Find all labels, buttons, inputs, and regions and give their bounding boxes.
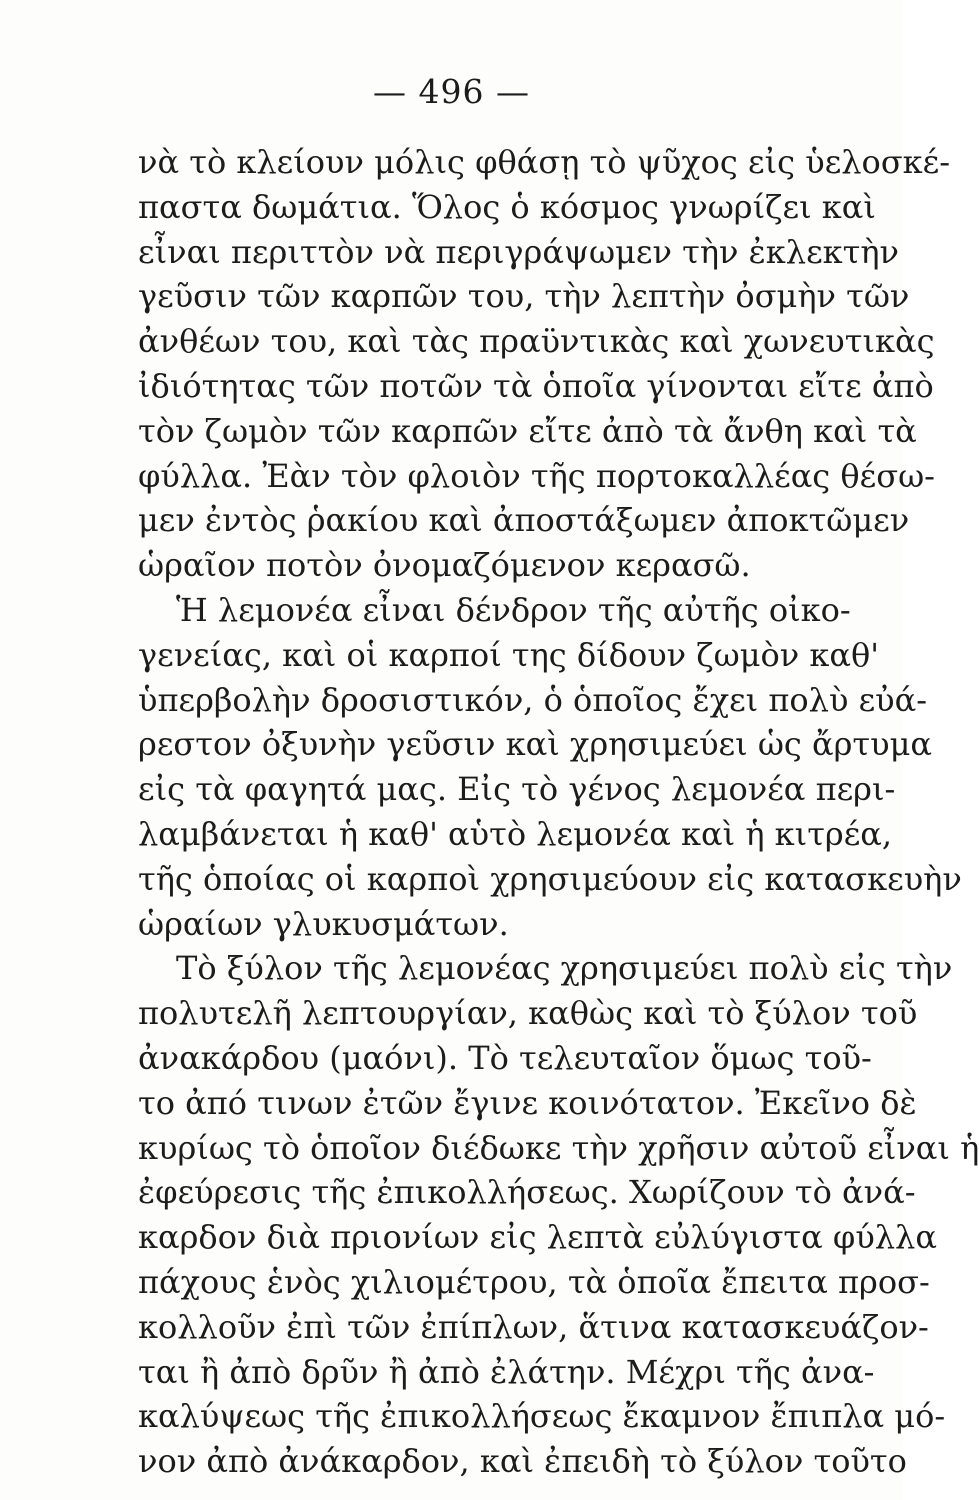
- text-line: ται ἢ ἀπὸ δρῦν ἢ ἀπὸ ἐλάτην. Μέχρι τῆς ἀνα-: [138, 1352, 875, 1391]
- text-line: ὑπερβολὴν δροσιστικόν, ὁ ὁποῖος ἔχει πολὺ εὐά-: [138, 680, 928, 719]
- text-line: ἰδιότητας τῶν ποτῶν τὰ ὁποῖα γίνονται εἴτε ἀπὸ: [138, 366, 934, 405]
- text-line: εἰς τὰ φαγητά μας. Εἰς τὸ γένος λεμονέα περι-: [138, 770, 896, 809]
- text-line: τῆς ὁποίας οἱ καρποὶ χρησιμεύουν εἰς κατασκευὴν: [138, 859, 962, 898]
- text-line: το ἀπό τινων ἐτῶν ἔγινε κοινότατον. Ἐκεῖνο δὲ: [138, 1083, 917, 1122]
- text-line: μεν ἐντὸς ῥακίου καὶ ἀποστάξωμεν ἀποκτῶμεν: [138, 501, 910, 540]
- text-line: πολυτελῆ λεπτουργίαν, καθὼς καὶ τὸ ξύλον τοῦ: [138, 994, 918, 1033]
- text-line: νον ἀπὸ ἀνάκαρδον, καὶ ἐπειδὴ τὸ ξύλον τοῦτο: [138, 1442, 907, 1481]
- text-line: ἐφεύρεσις τῆς ἐπικολλήσεως. Χωρίζουν τὸ ἀνά-: [138, 1173, 916, 1212]
- text-line: ἀνθέων του, καὶ τὰς πραϋντικὰς καὶ χωνευτικὰς: [138, 322, 935, 361]
- text-line: λαμβάνεται ἡ καθ' αὑτὸ λεμονέα καὶ ἡ κιτρέα,: [138, 814, 893, 853]
- text-line: φύλλα. Ἐὰν τὸν φλοιὸν τῆς πορτοκαλλέας θέσω-: [138, 456, 935, 495]
- paragraph-start-line: Τὸ ξύλον τῆς λεμονέας χρησιμεύει πολὺ εἰς τὴν: [176, 949, 953, 988]
- text-line: εἶναι περιττὸν νὰ περιγράψωμεν τὴν ἐκλεκτὴν: [138, 232, 899, 271]
- text-line: γεῦσιν τῶν καρπῶν του, τὴν λεπτὴν ὀσμὴν τῶν: [138, 277, 910, 316]
- text-line: πάχους ἑνὸς χιλιομέτρου, τὰ ὁποῖα ἔπειτα προσ-: [138, 1262, 930, 1301]
- text-line: νὰ τὸ κλείουν μόλις φθάσῃ τὸ ψῦχος εἰς ὑελοσκέ-: [138, 143, 951, 181]
- paragraph-end-line: ὡραίων γλυκυσμάτων.: [138, 904, 509, 943]
- text-line: καλύψεως τῆς ἐπικολλήσεως ἔκαμνον ἔπιπλα μό-: [138, 1397, 946, 1436]
- text-line: κολλοῦν ἐπὶ τῶν ἐπίπλων, ἅτινα κατασκευάζον-: [138, 1307, 929, 1346]
- text-line: παστα δωμάτια. Ὅλος ὁ κόσμος γνωρίζει καὶ: [138, 187, 876, 226]
- text-line: κυρίως τὸ ὁποῖον διέδωκε τὴν χρῆσιν αὐτοῦ εἶναι ἡ: [138, 1128, 979, 1167]
- paragraph-start-line: Ἡ λεμονέα εἶναι δένδρον τῆς αὐτῆς οἰκο-: [176, 590, 851, 629]
- text-line: γενείας, καὶ οἱ καρποί της δίδουν ζωμὸν καθ': [138, 635, 880, 674]
- body-text: [138, 140, 979, 1484]
- text-line: καρδον διὰ πριονίων εἰς λεπτὰ εὐλύγιστα φύλλα: [138, 1218, 937, 1257]
- text-line: ἀνακάρδου (μαόνι). Τὸ τελευταῖον ὅμως τοῦ-: [138, 1038, 872, 1077]
- text-line: τὸν ζωμὸν τῶν καρπῶν εἴτε ἀπὸ τὰ ἄνθη καὶ τὰ: [138, 411, 917, 450]
- page-number: — 496 —: [373, 72, 530, 111]
- paragraph-end-line: ὡραῖον ποτὸν ὀνομαζόμενον κερασῶ.: [138, 546, 751, 585]
- text-line: ρεστον ὀξυνὴν γεῦσιν καὶ χρησιμεύει ὡς ἄρτυμα: [138, 725, 932, 764]
